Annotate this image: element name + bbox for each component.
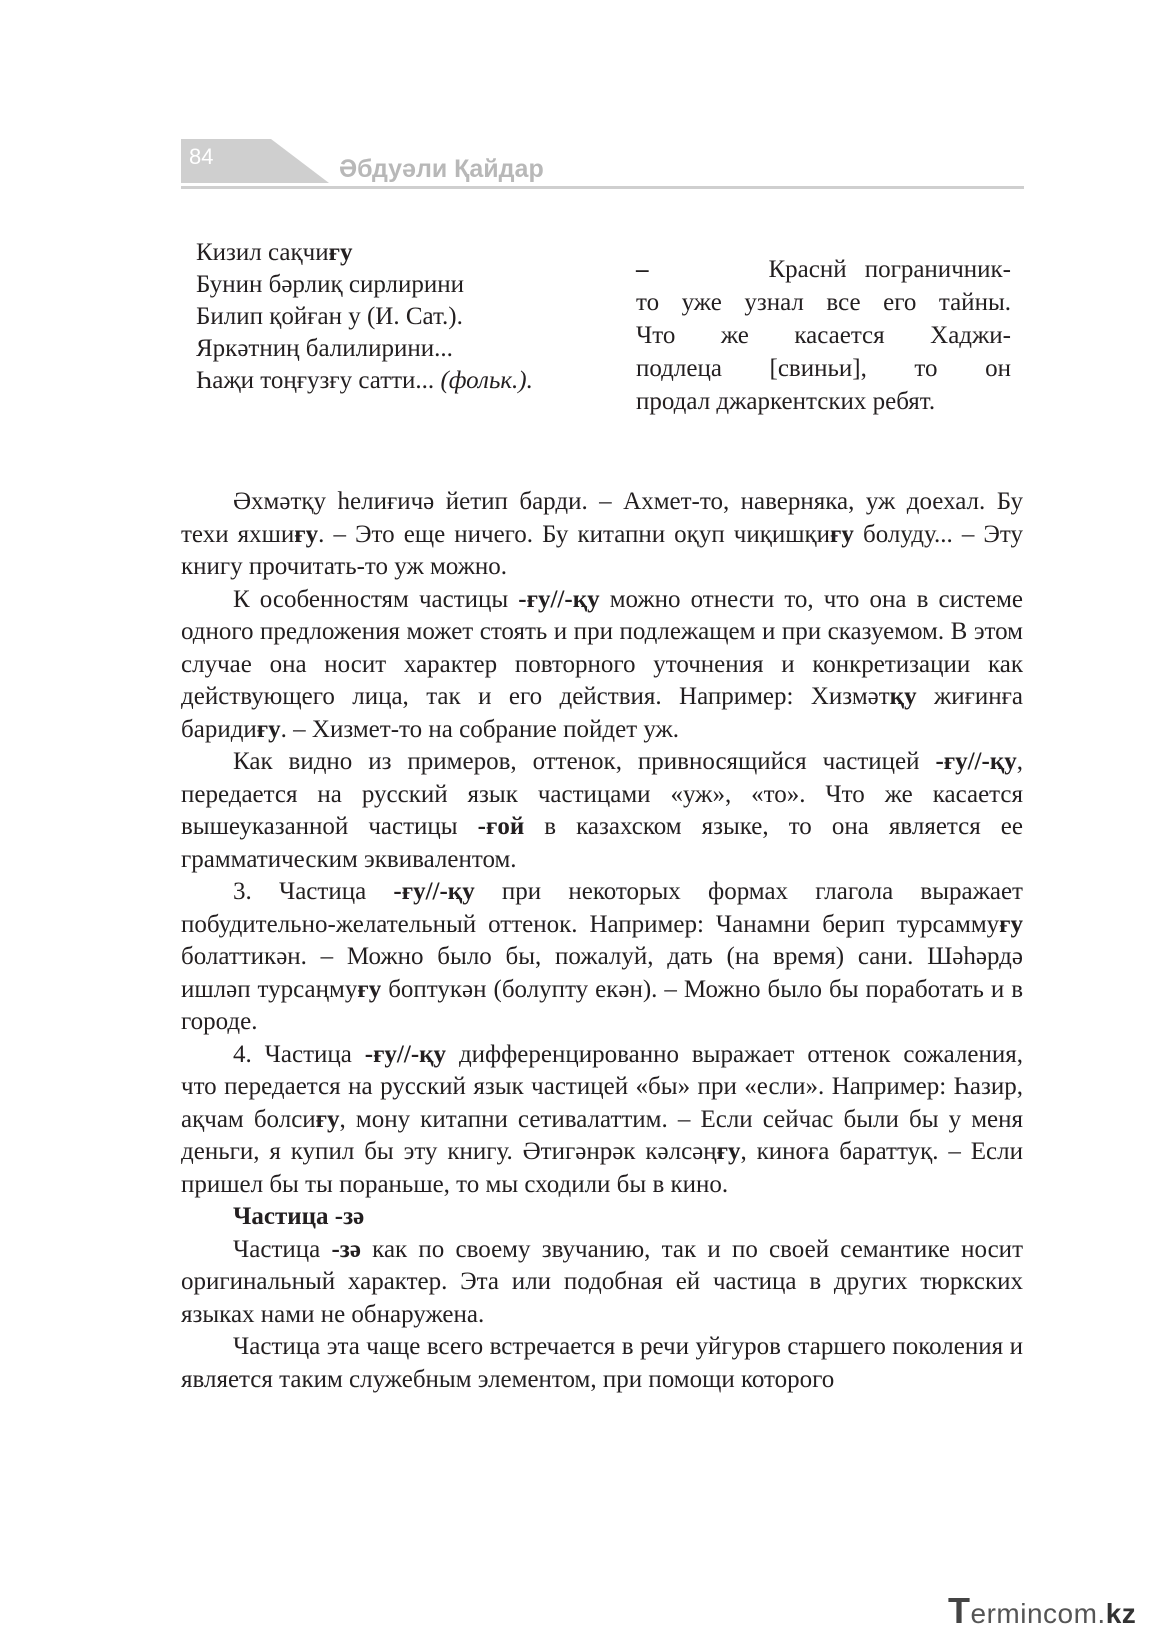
- poem-line: Һаҗи тоңғузғу сатти... (фольк.).: [196, 367, 533, 394]
- translation-line: Что же касается Хаджи-: [636, 322, 1011, 349]
- paragraph: Как видно из примеров, оттенок, привносящийся частицей -ғу//-қу, передается на русский язык частицами «уж», «то». Что же касается вышеуказанной частицы -ғой в казахском языке, то она является ее грамматическим эквивалентом.: [181, 748, 1023, 873]
- poem-line: Бунин бәрлиқ сирлирини: [196, 271, 464, 298]
- poem-line: Билип қойған у (И. Сат.).: [196, 303, 463, 330]
- paragraph: Частица эта чаще всего встречается в речи уйгуров старшего поколения и является таким служебным элементом, при помощи которого: [181, 1333, 1023, 1393]
- paragraph: 4. Частица -ғу//-қу дифференцированно выражает оттенок сожаления, что передается на русский язык частицей «бы» при «если». Например: Һазир, ақчам болсиғу, мону китапни сетивалаттим. – Если сейчас были бы у меня деньги, я купил бы эту книгу. Әтигәнрәк кәлсәңғу, киноға бараттуқ. – Если пришел бы ты пораньше, то мы сходили бы в кино.: [181, 1040, 1023, 1198]
- paragraph: Әхмәтқу һелиғичә йетип барди. – Ахмет-то, наверняка, уж доехал. Бу техи яхшиғу. – Это еще ничего. Бу китапни оқуп чиқишқиғу болуду... – Эту книгу прочитать-то уж можно.: [181, 488, 1023, 580]
- page-number: 84: [189, 144, 214, 169]
- header-rule: [181, 186, 1024, 189]
- page-number-tab-arrow: [271, 139, 329, 183]
- watermark-logo: Termincom.kz: [948, 1590, 1137, 1631]
- translation-line: то уже узнал все его тайны.: [636, 289, 1011, 316]
- paragraph: К особенностям частицы -ғу//-қу можно отнести то, что она в системе одного предложения может стоять и при подлежащем и при сказуемом. В этом случае она носит характер повторного уточнения и конкретизации как действующего лица, так и его действия. Например: Хизмәтқу жиғинға баридиғу. – Хизмет-то на собрание пойдет уж.: [181, 585, 1023, 743]
- poem-translation: [636, 253, 1011, 418]
- running-title: Әбдуәли Қайдар: [339, 155, 544, 183]
- paragraph: 3. Частица -ғу//-қу при некоторых формах глагола выражает побудительно-желательный оттенок. Например: Чанамни берип турсаммуғу болаттикән. – Можно было бы, пожалуй, дать (на время) сани. Шәһәрдә ишләп турсаңмуғу боптукән (болупту екән). – Можно было бы поработать и в городе.: [181, 878, 1023, 1035]
- poem-line: Яркәтниң балилирини...: [196, 335, 453, 362]
- poem-uyghur: [196, 237, 533, 397]
- paragraph: Частица -зә как по своему звучанию, так и по своей семантике носит оригинальный характер. Эта или подобная ей частица в других тюркских языках нами не обнаружена.: [181, 1235, 1023, 1328]
- translation-line: подлеца [свиньи], то он: [636, 355, 1011, 382]
- translation-line: продал джаркентских ребят.: [636, 388, 936, 415]
- main-text: [181, 486, 1023, 1396]
- section-heading: Частица -зә: [233, 1203, 365, 1230]
- poem-line: Кизил сақчиғу: [196, 239, 353, 266]
- page-header: [181, 139, 1024, 191]
- translation-line: – Краснй пограничник-: [636, 256, 1011, 283]
